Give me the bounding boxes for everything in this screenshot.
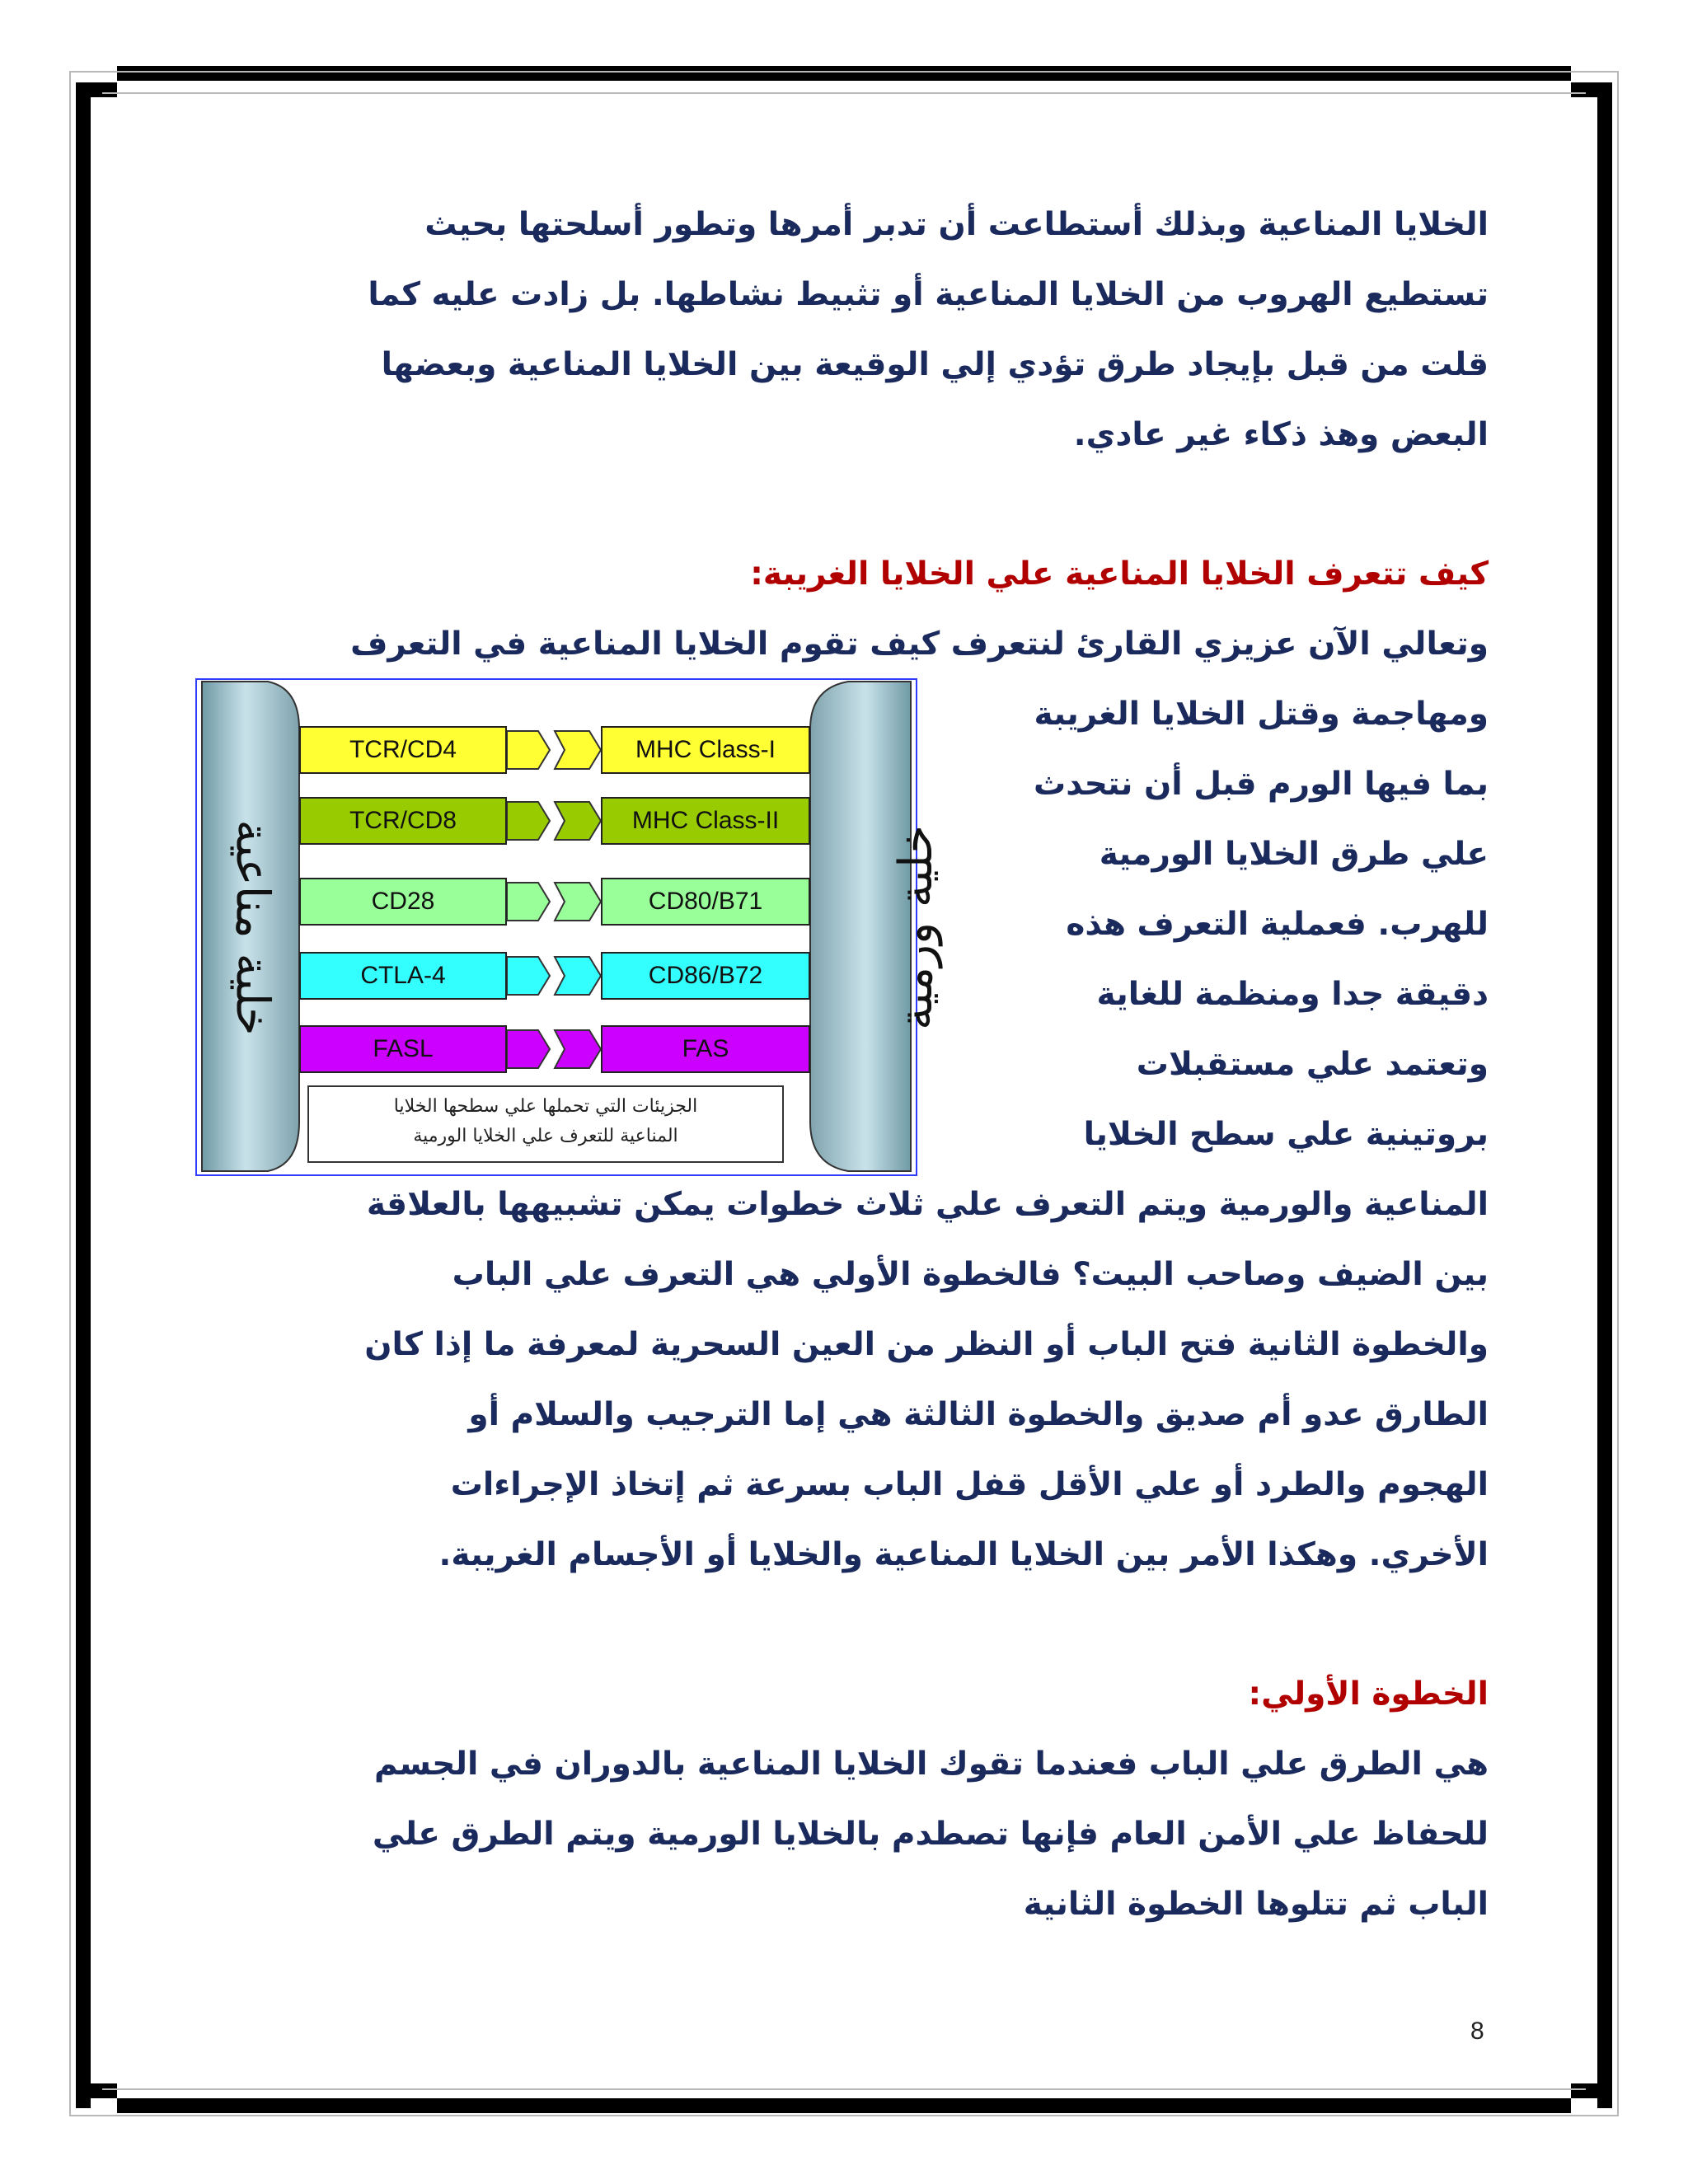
ligand-label: MHC Class-II [601,797,810,845]
text-line: بين الضيف وصاحب البيت؟ فالخطوة الأولي هي التعرف علي الباب [452,1256,1489,1293]
caption-line-2: المناعية للتعرف علي الخلايا الورمية [413,1126,678,1146]
text-line: للهرب. فعملية التعرف هذه [1066,906,1489,943]
immune-cell-label: خلية مناعية [225,819,279,1036]
heading-text: الخطوة الأولي: [1248,1675,1489,1713]
paragraph-3 [137,1729,1489,1939]
chevron-shape [555,731,601,769]
paragraph-2-rest [137,1169,1489,1590]
page-number: 8 [1470,2018,1484,2045]
text-line: علي طرق الخلايا الورمية [1099,836,1489,873]
receptor-label: CD28 [299,878,507,926]
ligand-label: CD86/B72 [601,952,810,1000]
arrow-shape [507,802,550,840]
text-line: البعض وهذ ذكاء غير عادي. [1073,416,1489,453]
ligand-label: FAS [601,1025,810,1073]
paragraph-2-wrap [961,679,1489,1169]
ligand-label: CD80/B71 [601,878,810,926]
text-line: بروتينية علي سطح الخلايا [1083,1116,1489,1153]
text-line: ومهاجمة وقتل الخلايا الغريبة [1034,696,1489,733]
text-line: الباب ثم تتلوها الخطوة الثانية [1023,1886,1489,1923]
receptor-label: FASL [299,1025,507,1073]
text-line: وتعالي الآن عزيزي القارئ لنتعرف كيف تقوم الخلايا المناعية في التعرف [350,626,1489,663]
chevron-shape [555,957,601,995]
text-line: للحفاظ علي الأمن العام فإنها تصطدم بالخلايا الورمية ويتم الطرق علي [372,1816,1489,1853]
receptor-label: CTLA-4 [299,952,507,1000]
diagram-caption [307,1085,784,1163]
text-line: الخلايا المناعية وبذلك أستطاعت أن تدبر أمرها وتطور أسلحتها بحيث [424,206,1489,243]
section-heading-2 [137,1659,1489,1729]
receptor-diagram [195,678,943,1176]
text-line: قلت من قبل بإيجاد طرق تؤدي إلي الوقيعة بين الخلايا المناعية وبعضها [381,346,1489,383]
heading-text: كيف تتعرف الخلايا المناعية علي الخلايا الغريبة: [750,555,1489,593]
text-line: المناعية والورمية ويتم التعرف علي ثلاث خطوات يمكن تشبيهها بالعلاقة [366,1186,1489,1223]
paragraph-1 [137,190,1489,470]
arrow-shape [507,957,550,995]
text-line: بما فيها الورم قبل أن نتحدث [1034,766,1489,803]
section-heading [137,539,1489,609]
text-line: الهجوم والطرد أو علي الأقل قفل الباب بسرعة ثم إتخاذ الإجراءات [450,1466,1489,1503]
text-line: دقيقة جدا ومنظمة للغاية [1096,976,1489,1013]
ligand-label: MHC Class-I [601,726,810,774]
text-line: الأخري. وهكذا الأمر بين الخلايا المناعية والخلايا أو الأجسام الغريبة. [438,1536,1489,1573]
text-line: وتعتمد علي مستقبلات [1136,1046,1489,1083]
paragraph-2-intro [137,609,1489,679]
text-line: تستطيع الهروب من الخلايا المناعية أو تثبيط نشاطها. بل زادت عليه كما [368,276,1489,313]
chevron-shape [555,802,601,840]
arrow-shape [507,731,550,769]
text-line: والخطوة الثانية فتح الباب أو النظر من العين السحرية لمعرفة ما إذا كان [364,1326,1489,1363]
text-line: هي الطرق علي الباب فعندما تقوك الخلايا المناعية بالدوران في الجسم [373,1746,1489,1783]
tumor-cell-label: خلية ورمية [889,825,943,1030]
receptor-label: TCR/CD8 [299,797,507,845]
arrow-shape [507,1030,550,1068]
text-line: الطارق عدو أم صديق والخطوة الثالثة هي إما الترجيب والسلام أو [468,1396,1489,1433]
arrow-shape [507,883,550,921]
chevron-shape [555,883,601,921]
caption-line-1: الجزيئات التي تحملها علي سطحها الخلايا [393,1096,698,1117]
chevron-shape [555,1030,601,1068]
receptor-label: TCR/CD4 [299,726,507,774]
